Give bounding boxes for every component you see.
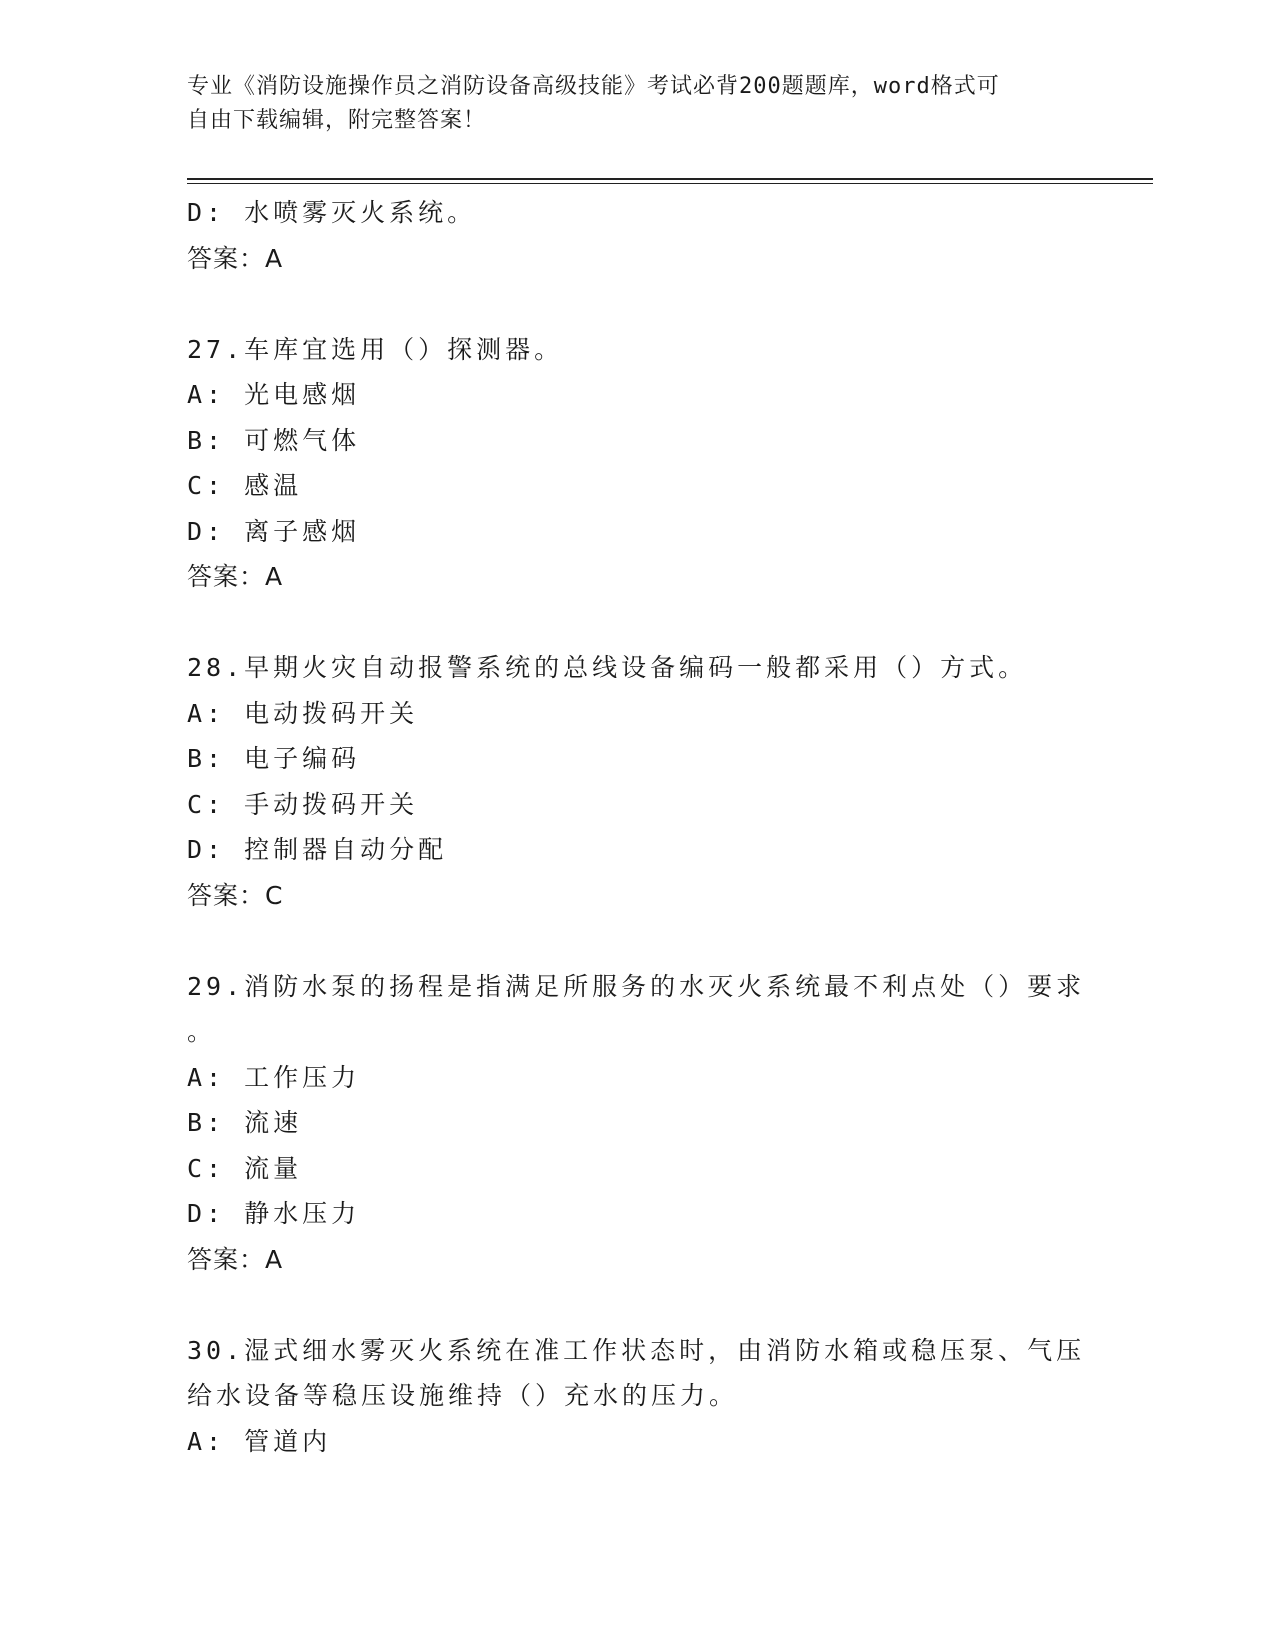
header-title-line-2: 自由下载编辑，附完整答案！ [187,108,487,133]
question-stem: 28.早期火灾自动报警系统的总线设备编码一般都采用（）方式。 [187,653,1028,682]
option-c: C: 手动拨码开关 [187,789,419,819]
question-stem: 27.车库宜选用（）探测器。 [187,334,564,364]
question-stem: 29.消防水泵的扬程是指满足所服务的水灭火系统最不利点处（）要求 [187,971,1086,1001]
option-d: D: 水喷雾灭火系统。 [187,198,477,227]
block-spacer [187,600,1087,646]
question-stem: 30.湿式细水雾灭火系统在准工作状态时，由消防水箱或稳压泵、气压 [187,1335,1086,1365]
option-c: C: 感温 [187,471,303,500]
document-header [187,70,1087,138]
question-block [187,190,1087,281]
question-stem-continuation: 。 [187,1017,217,1046]
question-block [187,1328,1087,1465]
answer-line: 答案：A [187,243,284,273]
block-spacer [187,281,1087,327]
option-d: D: 静水压力 [187,1199,361,1228]
question-stem-continuation: 给水设备等稳压设施维持（）充水的压力。 [187,1381,739,1410]
block-spacer [187,918,1087,964]
option-a: A: 光电感烟 [187,380,361,409]
header-title-line-1: 专业《消防设施操作员之消防设备高级技能》考试必背200题题库，word格式可 [187,74,1000,99]
answer-line: 答案：C [187,880,284,910]
option-b: B: 电子编码 [187,744,361,773]
question-block [187,964,1087,1283]
option-c: C: 流量 [187,1153,303,1183]
option-d: D: 控制器自动分配 [187,835,448,864]
question-block [187,327,1087,600]
answer-line: 答案：A [187,562,284,591]
block-spacer [187,1282,1087,1328]
answer-line: 答案：A [187,1244,284,1274]
question-block [187,645,1087,918]
header-divider-thin [187,183,1153,184]
option-a: A: 管道内 [187,1426,332,1456]
option-b: B: 流速 [187,1108,303,1137]
question-list [187,190,1087,1464]
option-d: D: 离子感烟 [187,516,361,546]
option-a: A: 电动拨码开关 [187,698,419,728]
header-divider-thick [187,178,1153,180]
option-a: A: 工作压力 [187,1062,361,1092]
option-b: B: 可燃气体 [187,425,361,455]
